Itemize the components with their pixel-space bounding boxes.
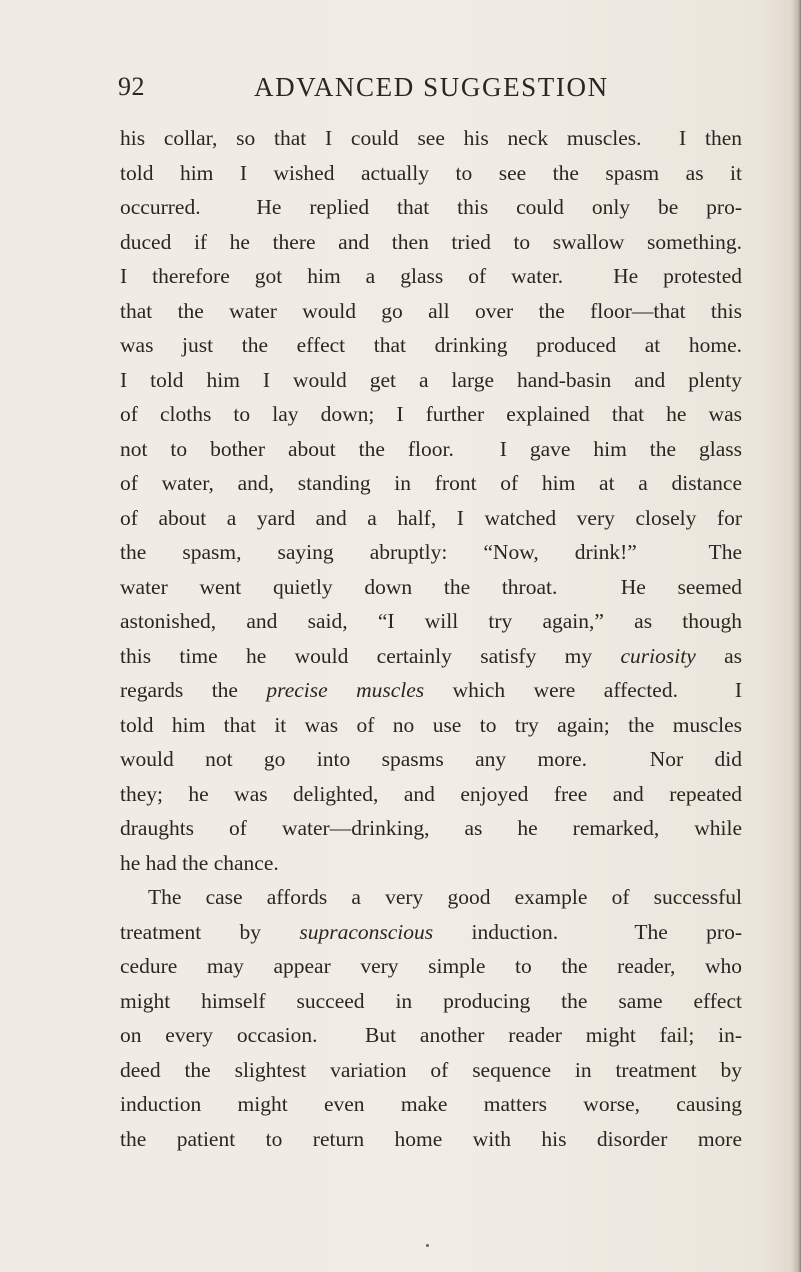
- text-line: [120, 259, 742, 294]
- text-line: [120, 1053, 742, 1088]
- text-line: [120, 121, 742, 156]
- text-run: water went quietly down the throat. He seemed: [120, 574, 742, 599]
- body-text: [120, 121, 742, 1156]
- text-line: [120, 501, 742, 536]
- text-run: I told him I would get a large hand-basin and plenty: [120, 367, 742, 392]
- text-run: the patient to return home with his disorder more: [120, 1126, 742, 1151]
- page-edge-shadow: [791, 0, 801, 1272]
- text-run: might himself succeed in producing the same effect: [120, 988, 742, 1013]
- text-line: [120, 880, 742, 915]
- text-line: [120, 466, 742, 501]
- text-run: of about a yard and a half, I watched very closely for: [120, 505, 742, 530]
- text-line: [120, 1122, 742, 1157]
- text-line: [120, 294, 742, 329]
- text-run: I therefore got him a glass of water. He protested: [120, 264, 742, 288]
- text-line: [120, 915, 742, 950]
- text-run: induction might even make matters worse, causing: [120, 1092, 742, 1116]
- text-run: would not go into spasms any more. Nor did: [120, 747, 742, 771]
- text-run: astonished, and said, “I will try again,” as though: [120, 609, 742, 633]
- text-line: [120, 1018, 742, 1053]
- running-head: ADVANCED SUGGESTION: [254, 72, 609, 102]
- italic-text: curiosity: [620, 643, 696, 668]
- text-line: [120, 742, 742, 777]
- text-line: [120, 673, 742, 708]
- text-line: [120, 1087, 742, 1122]
- text-run: not to bother about the floor. I gave him the glass: [120, 436, 742, 461]
- text-run: occurred. He replied that this could only be pro-: [120, 195, 742, 219]
- text-run: told him that it was of no use to try again; the muscles: [120, 712, 742, 737]
- text-run: the spasm, saying abruptly: “Now, drink!” The: [120, 540, 742, 564]
- text-run: that the water would go all over the floor—that this: [120, 298, 742, 323]
- text-line: [120, 363, 742, 398]
- text-run: they; he was delighted, and enjoyed free and repeated: [120, 781, 742, 806]
- text-run: treatment by: [120, 919, 300, 944]
- text-line: [120, 156, 742, 191]
- text-line: [120, 225, 742, 260]
- text-line: [120, 708, 742, 743]
- page-header: [118, 72, 678, 112]
- italic-text: supraconscious: [299, 919, 434, 944]
- text-line: [120, 190, 742, 225]
- text-run: he had the chance.: [120, 850, 279, 875]
- text-line: [120, 846, 742, 881]
- text-run: induction. The pro-: [433, 919, 742, 944]
- text-run: cedure may appear very simple to the reader, who: [120, 954, 742, 978]
- text-run: his collar, so that I could see his neck muscles. I then: [120, 126, 742, 150]
- text-run: draughts of water—drinking, as he remarked, while: [120, 816, 742, 840]
- text-line: [120, 777, 742, 812]
- text-run: regards the: [120, 678, 267, 702]
- text-line: [120, 984, 742, 1019]
- text-run: The case affords a very good example of successful: [148, 885, 742, 909]
- italic-text: precise muscles: [266, 678, 425, 702]
- text-run: on every occasion. But another reader might fail; in-: [120, 1023, 742, 1047]
- text-run: duced if he there and then tried to swallow something.: [120, 229, 742, 254]
- text-line: [120, 570, 742, 605]
- text-run: of cloths to lay down; I further explained that he was: [120, 402, 742, 426]
- text-run: of water, and, standing in front of him at a distance: [120, 471, 742, 495]
- text-line: [120, 397, 742, 432]
- text-line: [120, 639, 742, 674]
- text-line: [120, 328, 742, 363]
- page-number: 92: [118, 72, 145, 101]
- text-run: as: [695, 643, 742, 668]
- text-line: [120, 811, 742, 846]
- print-speck: [426, 1244, 429, 1247]
- text-run: was just the effect that drinking produced at home.: [120, 333, 742, 357]
- text-line: [120, 949, 742, 984]
- text-line: [120, 432, 742, 467]
- text-run: this time he would certainly satisfy my: [120, 643, 621, 668]
- text-run: told him I wished actually to see the spasm as it: [120, 160, 742, 185]
- text-run: deed the slightest variation of sequence in treatment by: [120, 1057, 742, 1082]
- text-line: [120, 604, 742, 639]
- text-line: [120, 535, 742, 570]
- text-run: which were affected. I: [424, 678, 742, 702]
